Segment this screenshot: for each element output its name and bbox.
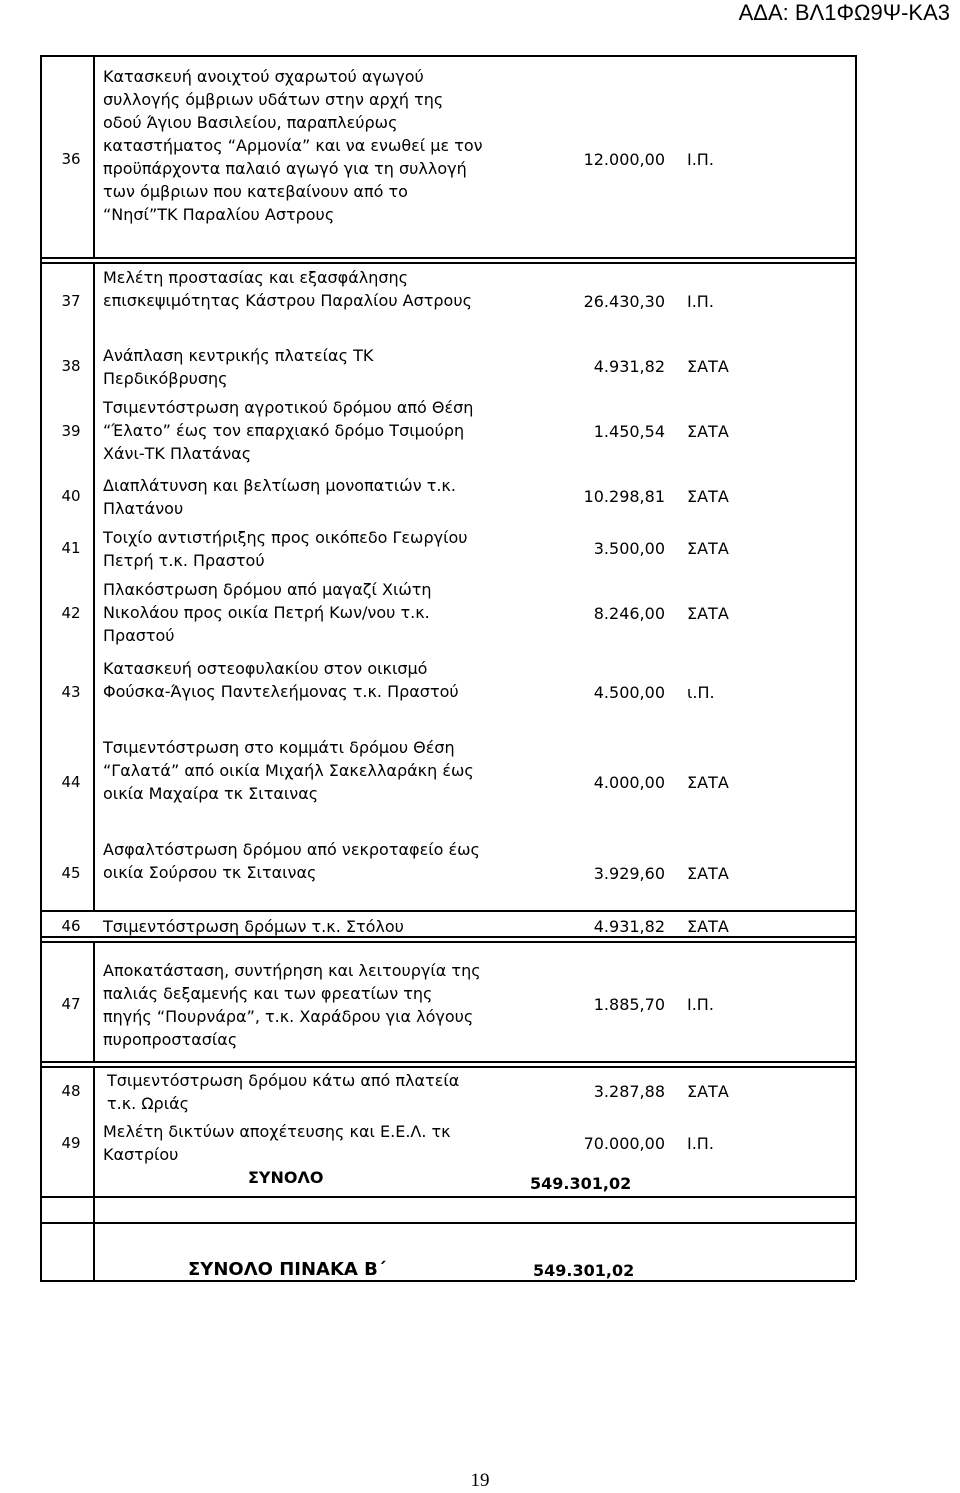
row-36-description: Κατασκευή ανοιχτού σχαρωτού αγωγού συλλογής όμβριων υδάτων στην αρχή της οδού Άγιου Βασιλείου, παραπλεύρως καταστήματος “Αρμονία” και να ενωθεί με τον προϋπάρχοντα παλαιό αγωγό για τη συλλογή των όμβριων που κατεβαίνουν από το “Νησί”ΤΚ Παραλίου Αστρους [103, 67, 483, 224]
number-column-rule [93, 941, 95, 1061]
row-43-source: ι.Π. [687, 683, 715, 702]
row-44-description: Τσιμεντόστρωση στο κομμάτι δρόμου Θέση “Γαλατά” από οικία Μιχαήλ Σακελλαράκη έως οικία Μαχαίρα τκ Σιταινας [103, 738, 474, 803]
number-column-rule [93, 55, 95, 257]
row-42-amount: 8.246,00 [593, 604, 665, 623]
table-right-border [855, 55, 857, 1280]
row-47-description: Αποκατάσταση, συντήρηση και λειτουργία της παλιάς δεξαμενής και των φρεατίων της πηγής “Πουρνάρα”, τ.κ. Χαράδρου για λόγους πυροπροστασίας [103, 961, 481, 1049]
row-rule [40, 910, 855, 912]
row-48-amount: 3.287,88 [593, 1082, 665, 1101]
row-39-number: 39 [61, 422, 81, 440]
row-39-source: ΣΑΤΑ [687, 422, 729, 441]
ada-code: ΑΔΑ: ΒΛ1ΦΩ9Ψ-ΚΑ3 [738, 0, 950, 25]
row-49-source: Ι.Π. [687, 1134, 714, 1153]
row-48-number: 48 [61, 1082, 81, 1100]
row-49-number: 49 [61, 1134, 81, 1152]
row-43-description: Κατασκευή οστεοφυλακίου στον οικισμό Φούσκα-Άγιος Παντελεήμονας τ.κ. Πραστού [103, 659, 459, 701]
row-41-description: Τοιχίο αντιστήριξης προς οικόπεδο Γεωργίου Πετρή τ.κ. Πραστού [103, 528, 468, 570]
row-44-amount: 4.000,00 [593, 773, 665, 792]
number-column-rule [93, 262, 95, 910]
row-48-description: Τσιμεντόστρωση δρόμου κάτω από πλατεία τ.κ. Ωριάς [107, 1071, 460, 1113]
table-top-border [40, 55, 855, 57]
row-37-number: 37 [61, 292, 81, 310]
row-40-source: ΣΑΤΑ [687, 487, 729, 506]
row-44-source: ΣΑΤΑ [687, 773, 729, 792]
row-45-amount: 3.929,60 [593, 864, 665, 883]
row-44-number: 44 [61, 773, 81, 791]
row-36-source: Ι.Π. [687, 150, 714, 169]
row-45-number: 45 [61, 864, 81, 882]
row-42-description: Πλακόστρωση δρόμου από μαγαζί Χιώτη Νικολάου προς οικία Πετρή Κων/νου τ.κ. Πραστού [103, 580, 432, 645]
row-rule [40, 1066, 855, 1068]
table-bottom-border [40, 1280, 855, 1282]
row-46-amount: 4.931,82 [593, 917, 665, 936]
row-38-amount: 4.931,82 [593, 357, 665, 376]
row-36-amount: 12.000,00 [583, 150, 665, 169]
row-rule [40, 941, 855, 943]
row-37-source: Ι.Π. [687, 292, 714, 311]
row-37-amount: 26.430,30 [583, 292, 665, 311]
row-40-number: 40 [61, 487, 81, 505]
sum-label: ΣΥΝΟΛΟ [248, 1168, 324, 1187]
row-40-description: Διαπλάτυνση και βελτίωση μονοπατιών τ.κ. Πλατάνου [103, 476, 456, 518]
row-41-number: 41 [61, 539, 81, 557]
row-39-amount: 1.450,54 [593, 422, 665, 441]
row-rule [40, 1222, 855, 1224]
row-46-description: Τσιμεντόστρωση δρόμων τ.κ. Στόλου [103, 917, 404, 936]
row-46-source: ΣΑΤΑ [687, 917, 729, 936]
row-42-number: 42 [61, 604, 81, 622]
row-47-number: 47 [61, 995, 81, 1013]
row-47-amount: 1.885,70 [593, 995, 665, 1014]
row-rule [40, 257, 855, 259]
row-39-description: Τσιμεντόστρωση αγροτικού δρόμου από Θέση “Έλατο” έως τον επαρχιακό δρόμο Τσιμούρη Χάνι-ΤΚ Πλατάνας [103, 398, 474, 463]
row-40-amount: 10.298,81 [583, 487, 665, 506]
row-45-source: ΣΑΤΑ [687, 864, 729, 883]
row-41-source: ΣΑΤΑ [687, 539, 729, 558]
table-total-label: ΣΥΝΟΛΟ ΠΙΝΑΚΑ Β΄ [188, 1259, 386, 1280]
row-37-description: Μελέτη προστασίας και εξασφάλησης επισκεψιμότητας Κάστρου Παραλίου Αστρους [103, 268, 472, 310]
row-42-source: ΣΑΤΑ [687, 604, 729, 623]
number-column-rule [93, 1066, 95, 1280]
row-38-description: Ανάπλαση κεντρικής πλατείας ΤΚ Περδικόβρυσης [103, 346, 374, 388]
row-38-number: 38 [61, 357, 81, 375]
row-45-description: Ασφαλτόστρωση δρόμου από νεκροταφείο έως οικία Σούρσου τκ Σιταινας [103, 840, 480, 882]
row-43-number: 43 [61, 683, 81, 701]
row-48-source: ΣΑΤΑ [687, 1082, 729, 1101]
row-41-amount: 3.500,00 [593, 539, 665, 558]
row-47-source: Ι.Π. [687, 995, 714, 1014]
page-number: 19 [470, 1470, 490, 1491]
sum-value: 549.301,02 [530, 1174, 632, 1193]
row-49-amount: 70.000,00 [583, 1134, 665, 1153]
row-rule [40, 1061, 855, 1063]
table-left-border [40, 55, 42, 1280]
row-38-source: ΣΑΤΑ [687, 357, 729, 376]
row-rule [40, 1196, 855, 1198]
row-49-description: Μελέτη δικτύων αποχέτευσης και Ε.Ε.Λ. τκ Καστρίου [103, 1122, 451, 1164]
row-rule [40, 262, 855, 264]
row-43-amount: 4.500,00 [593, 683, 665, 702]
row-46-number: 46 [61, 917, 81, 935]
table-total-value: 549.301,02 [533, 1261, 635, 1280]
row-36-number: 36 [61, 150, 81, 168]
